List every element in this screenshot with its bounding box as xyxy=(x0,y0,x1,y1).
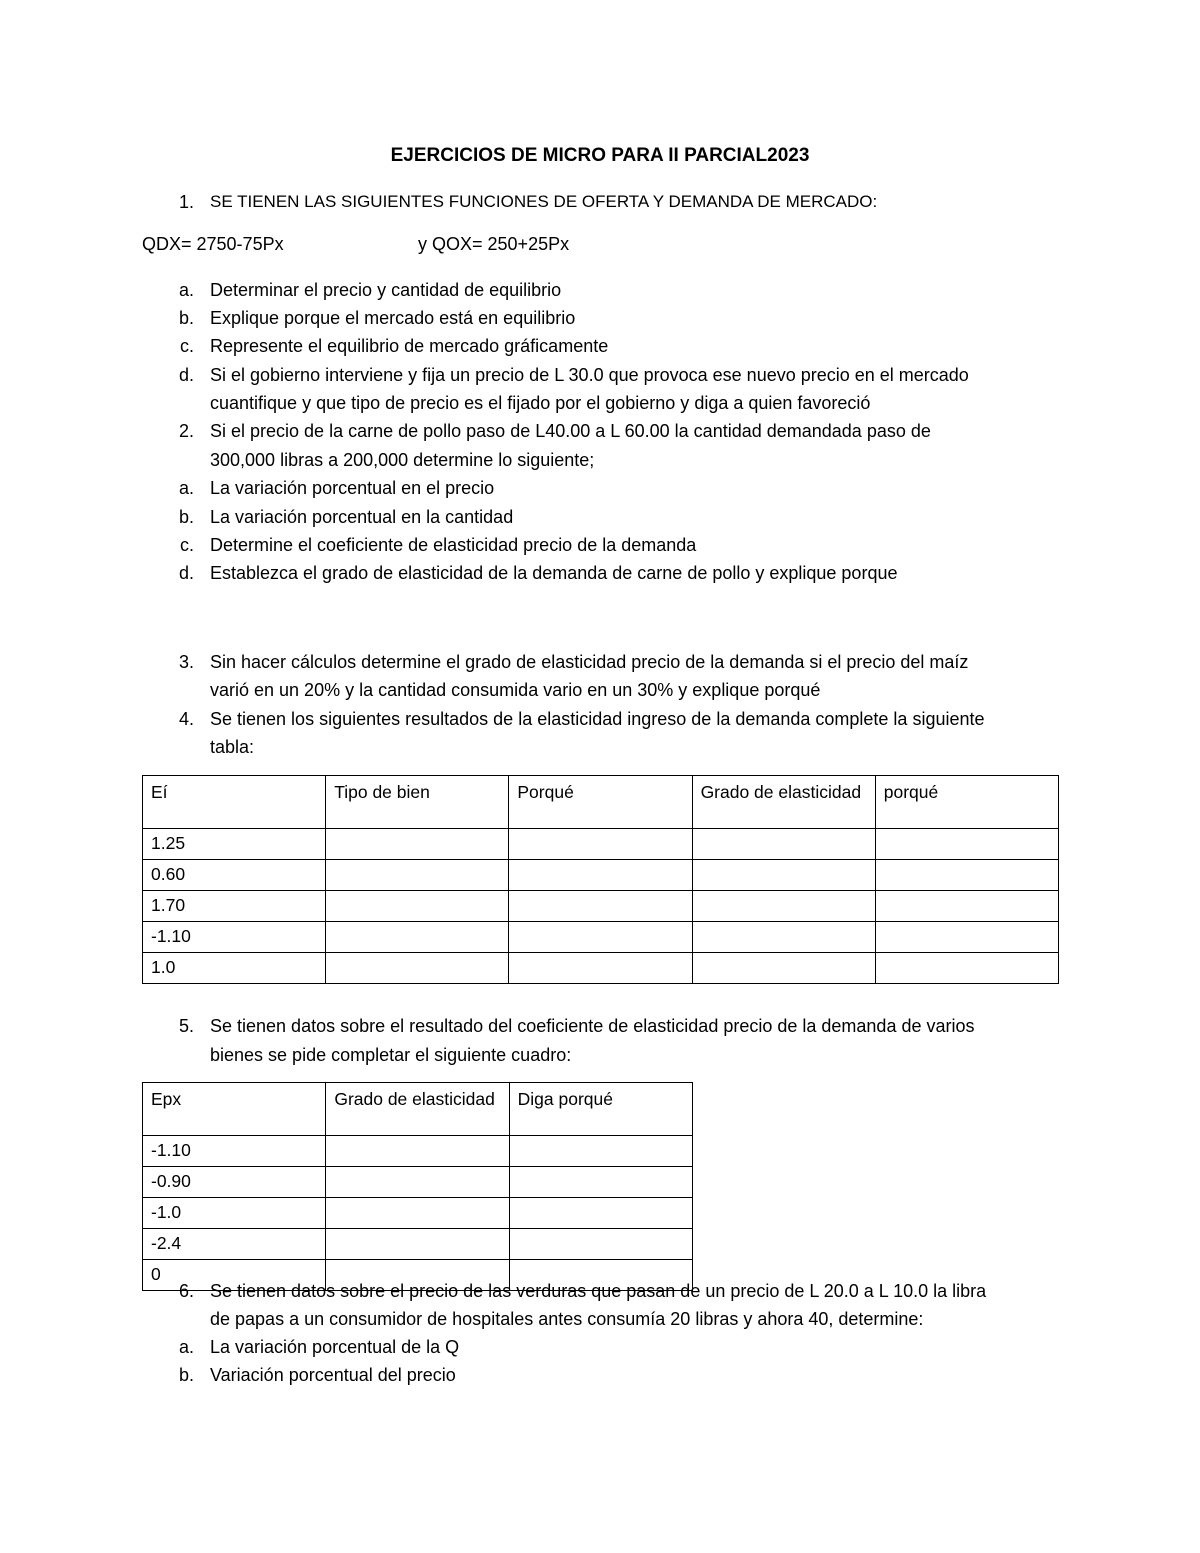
table-cell-empty xyxy=(326,860,509,891)
table-cell: 0.60 xyxy=(143,860,326,891)
q2-number: 2. xyxy=(178,421,194,441)
price-elasticity-table xyxy=(142,1082,693,1291)
q2-item-marker: c. xyxy=(179,535,194,555)
q3-number: 3. xyxy=(178,652,194,672)
q1-item-marker: d. xyxy=(178,365,194,385)
table-row xyxy=(143,1167,693,1198)
q4-number: 4. xyxy=(178,709,194,729)
table-cell-empty xyxy=(875,953,1058,984)
q6-item: La variación porcentual de la Q xyxy=(210,1337,460,1357)
table-cell-empty xyxy=(875,829,1058,860)
table-row xyxy=(143,953,1059,984)
table-cell-empty xyxy=(509,1229,692,1260)
table-header-cell: Tipo de bien xyxy=(326,776,509,829)
q2-item: Determine el coeficiente de elasticidad precio de la demanda xyxy=(210,535,697,555)
q5-text: Se tienen datos sobre el resultado del coeficiente de elasticidad precio de la demanda de varios xyxy=(210,1016,975,1036)
q3-text-continuation: varió en un 20% y la cantidad consumida vario en un 30% y explique porqué xyxy=(210,680,821,700)
q2-text-continuation: 300,000 libras a 200,000 determine lo siguiente; xyxy=(210,450,595,470)
table-row xyxy=(143,891,1059,922)
table-cell: 1.25 xyxy=(143,829,326,860)
table-cell-empty xyxy=(692,829,875,860)
q6-text-continuation: de papas a un consumidor de hospitales antes consumía 20 libras y ahora 40, determine: xyxy=(210,1309,924,1329)
table-header-cell: Grado de elasticidad xyxy=(326,1083,509,1136)
table-cell-empty xyxy=(326,1167,509,1198)
q4-text: Se tienen los siguientes resultados de la elasticidad ingreso de la demanda complete la siguiente xyxy=(210,709,985,729)
table-cell-empty xyxy=(509,1167,692,1198)
table-cell-empty xyxy=(326,1198,509,1229)
table-header-row xyxy=(143,1083,693,1136)
page-title: EJERCICIOS DE MICRO PARA II PARCIAL2023 xyxy=(390,145,810,166)
table-cell-empty xyxy=(509,922,692,953)
demand-equation: QDX= 2750-75Px xyxy=(142,234,284,254)
table-row xyxy=(143,1136,693,1167)
table-cell-empty xyxy=(509,1136,692,1167)
table-cell-empty xyxy=(326,922,509,953)
table-cell: -1.10 xyxy=(143,1136,326,1167)
table-cell-empty xyxy=(326,1136,509,1167)
q1-item-marker: c. xyxy=(179,336,194,356)
q1-item: Represente el equilibrio de mercado gráficamente xyxy=(210,336,609,356)
table-row xyxy=(143,1229,693,1260)
table-cell-empty xyxy=(692,891,875,922)
table-cell-empty xyxy=(326,953,509,984)
q1-number: 1. xyxy=(178,192,194,212)
q6-number: 6. xyxy=(178,1281,194,1301)
table-row xyxy=(143,829,1059,860)
table-header-cell: Eí xyxy=(143,776,326,829)
q1-item: Si el gobierno interviene y fija un precio de L 30.0 que provoca ese nuevo precio en el mercado xyxy=(210,365,969,385)
q1-text: SE TIENEN LAS SIGUIENTES FUNCIONES DE OFERTA Y DEMANDA DE MERCADO: xyxy=(210,192,878,211)
table-cell-empty xyxy=(509,891,692,922)
table-header-cell: porqué xyxy=(875,776,1058,829)
supply-equation: y QOX= 250+25Px xyxy=(418,234,570,254)
table-cell-empty xyxy=(509,860,692,891)
q4-text-continuation: tabla: xyxy=(210,737,255,757)
table-cell-empty xyxy=(326,829,509,860)
table-header-cell: Porqué xyxy=(509,776,692,829)
q1-item-marker: a. xyxy=(178,280,194,300)
q2-item: La variación porcentual en el precio xyxy=(210,478,495,498)
table-cell: 0 xyxy=(143,1260,326,1291)
table-cell-empty xyxy=(875,922,1058,953)
table-cell-empty xyxy=(326,1229,509,1260)
table-header-cell: Epx xyxy=(143,1083,326,1136)
q2-item-marker: b. xyxy=(178,507,194,527)
table-header-cell: Diga porqué xyxy=(509,1083,692,1136)
table-cell-empty xyxy=(326,891,509,922)
table-row xyxy=(143,1198,693,1229)
table-cell: -1.0 xyxy=(143,1198,326,1229)
q2-item: Establezca el grado de elasticidad de la demanda de carne de pollo y explique porque xyxy=(210,563,898,583)
table-cell-empty xyxy=(509,1198,692,1229)
q6-item-marker: b. xyxy=(178,1365,194,1385)
q1-item-marker: b. xyxy=(178,308,194,328)
q6-text: Se tienen datos sobre el precio de las verduras que pasan de un precio de L 20.0 a L 10.0 la libra xyxy=(210,1281,987,1301)
table-header-cell: Grado de elasticidad xyxy=(692,776,875,829)
table-cell-empty xyxy=(875,891,1058,922)
table-cell: -1.10 xyxy=(143,922,326,953)
table-row xyxy=(143,922,1059,953)
q6-item: Variación porcentual del precio xyxy=(210,1365,456,1385)
table-cell-empty xyxy=(692,860,875,891)
q1-item: Explique porque el mercado está en equilibrio xyxy=(210,308,576,328)
q1-item-continuation: cuantifique y que tipo de precio es el fijado por el gobierno y diga a quien favoreció xyxy=(210,393,871,413)
table-cell-empty xyxy=(509,953,692,984)
q6-item-marker: a. xyxy=(178,1337,194,1357)
q3-text: Sin hacer cálculos determine el grado de elasticidad precio de la demanda si el precio del maíz xyxy=(210,652,969,672)
table-cell: -2.4 xyxy=(143,1229,326,1260)
table-cell-empty xyxy=(509,829,692,860)
table-cell-empty xyxy=(875,860,1058,891)
table-row xyxy=(143,860,1059,891)
q2-text: Si el precio de la carne de pollo paso de L40.00 a L 60.00 la cantidad demandada paso de xyxy=(210,421,931,441)
income-elasticity-table xyxy=(142,775,1059,984)
q2-item: La variación porcentual en la cantidad xyxy=(210,507,514,527)
table-cell: -0.90 xyxy=(143,1167,326,1198)
q5-number: 5. xyxy=(178,1016,194,1036)
table-cell-empty xyxy=(692,953,875,984)
q2-item-marker: d. xyxy=(178,563,194,583)
table-cell: 1.0 xyxy=(143,953,326,984)
table-header-row xyxy=(143,776,1059,829)
q2-item-marker: a. xyxy=(178,478,194,498)
q5-text-continuation: bienes se pide completar el siguiente cuadro: xyxy=(210,1045,572,1065)
table-cell-empty xyxy=(692,922,875,953)
table-cell: 1.70 xyxy=(143,891,326,922)
q1-item: Determinar el precio y cantidad de equilibrio xyxy=(210,280,562,300)
